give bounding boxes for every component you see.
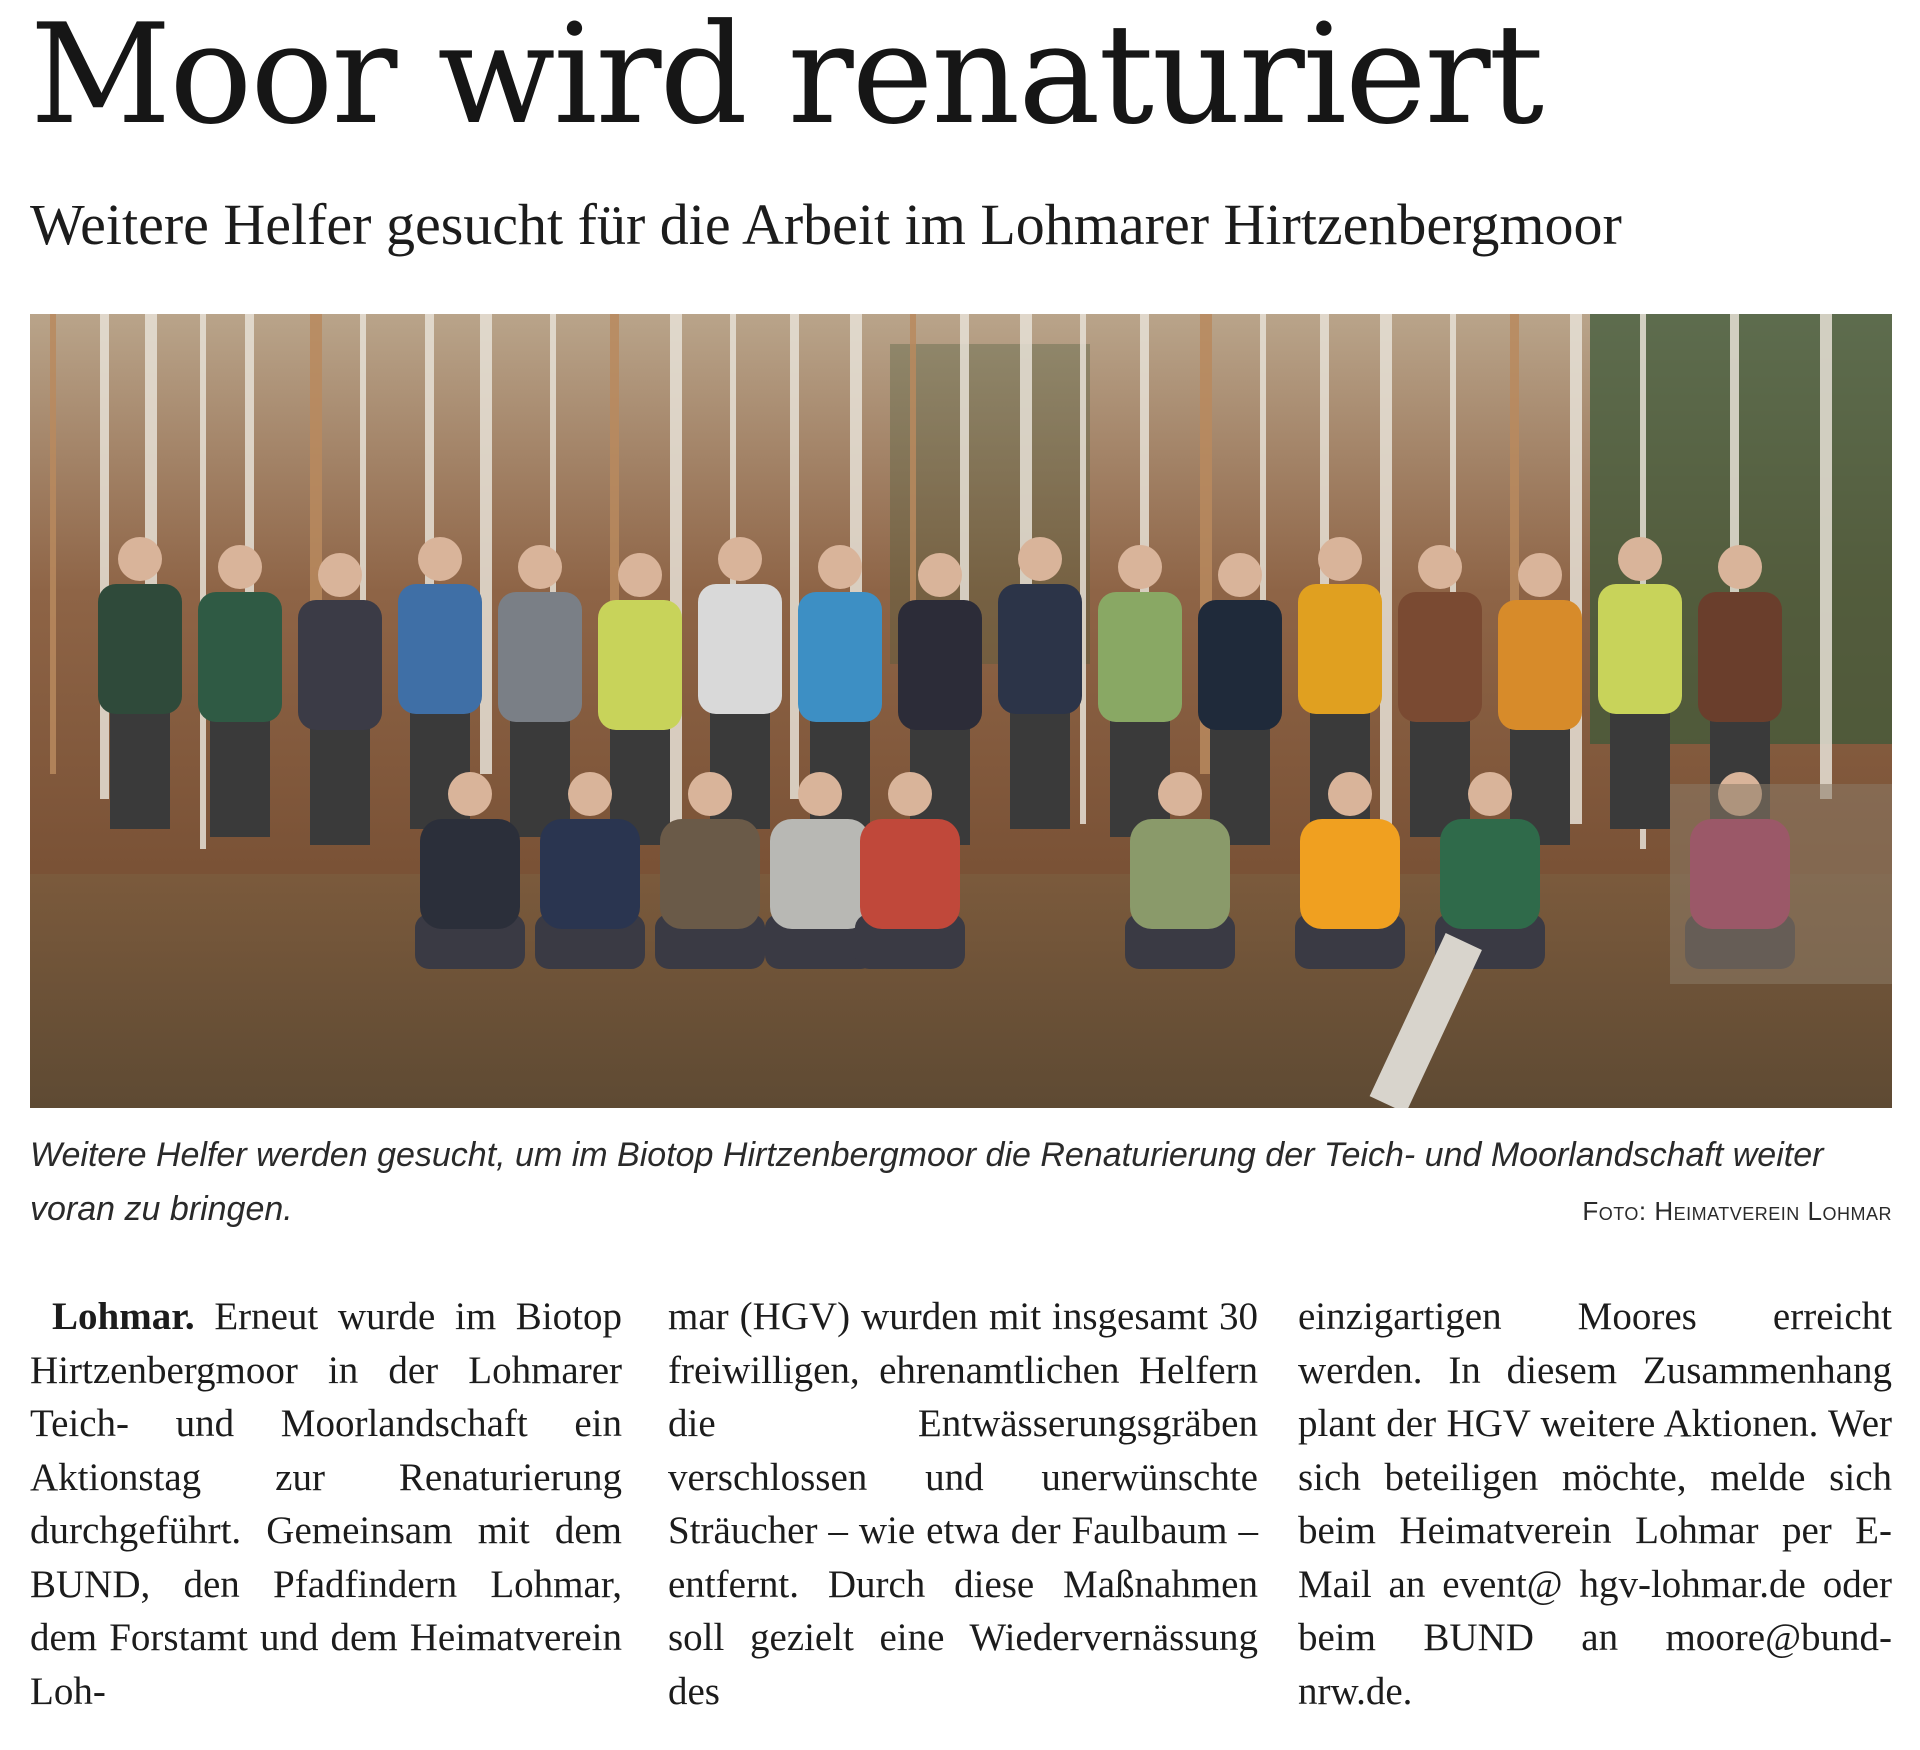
tree-trunk [790,314,799,799]
subheadline: Weitere Helfer gesucht für die Arbeit im Lohmarer Hirtzenbergmoor [30,192,1622,257]
forest-floor [30,874,1892,1108]
tree-trunk [1820,314,1832,799]
photo-caption: Weitere Helfer werden gesucht, um im Biotop Hirtzenbergmoor die Renaturierung der Teich- und Moorlandschaft weiter voran zu bringen. [30,1136,1824,1228]
article-column-2: mar (HGV) wurden mit insgesamt 30 freiwilligen, ehrenamtlichen Helfern die Entwässerungsgräben verschlossen und unerwünschte Sträucher – wie etwa der Faulbaum – entfernt. Durch diese Maßnahmen soll gezielt eine Wiedervernässung des [668,1295,1258,1713]
article-column-1 [30,1290,622,1718]
group-photo-illustration [30,314,1892,1108]
tree-trunk [670,314,682,849]
wood-pile [1670,784,1892,984]
tree-trunk [480,314,492,774]
tree-trunk [1570,314,1582,824]
tree-trunk [1380,314,1392,849]
article-column-3: einzigartigen Moores erreicht werden. In diesem Zusammenhang plant der HGV weitere Aktionen. Wer sich beteiligen möchte, melde sich beim Heimatverein Lohmar per E-Mail an event@ hgv-lohmar.de oder beim BUND an moore@bund-nrw.de. [1298,1295,1892,1713]
tree-trunk [200,314,206,849]
article-photo [30,314,1892,1108]
photo-credit: Foto: Heimatverein Lohmar [1582,1196,1892,1226]
headline: Moor wird renaturiert [30,0,1543,155]
tree-trunk [50,314,56,774]
dateline: Lohmar. [52,1295,195,1338]
tree-trunk [1080,314,1086,824]
tree-trunk [100,314,109,799]
column-1-text: Erneut wurde im Biotop Hirtzenbergmoor in der Lohmarer Teich- und Moorlandschaft ein Aktionstag zur Renaturierung durchgeführt. Gemeinsam mit dem BUND, den Pfadfindern Lohmar, dem Forstamt und dem Heimatverein Loh- [30,1295,622,1713]
